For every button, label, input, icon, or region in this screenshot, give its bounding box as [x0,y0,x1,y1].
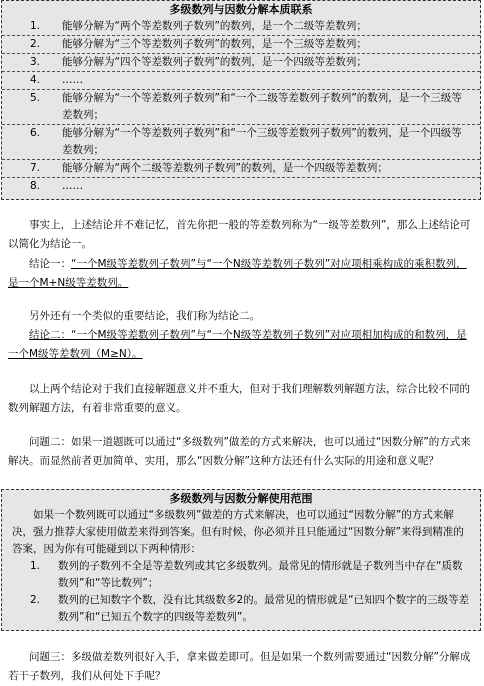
conclusion-two: 结论二：“一个M级等差数列子数列”与“一个N级等差数列子数列”对应项相加构成的和数列，是一个M级等差数列（M≥N）。 [8,329,467,360]
usage-scope-list [2,558,480,626]
list-item: 2. 能够分解为“三个等差数列子数列”的数列，是一个三级等差数列； [2,36,480,54]
usage-scope-box-title: 多级数列与因数分解使用范围 [169,492,313,505]
usage-scope-box [1,489,481,631]
list-item: 7. 能够分解为“两个二级等差数列子数列”的数列，是一个四级等差数列； [2,160,480,178]
list-item: 8. …… [30,180,83,192]
list-item: 1. 能够分解为“两个等差数列子数列”的数列，是一个二级等差数列； [2,18,480,36]
question-two: 问题二：如果一道题既可以通过“多级数列”做差的方式来解决，也可以通过“因数分解”的方式来解决。而显然前者更加简单、实用，那么“因数分解”这种方法还有什么实际的用途和意义呢？ [8,436,471,467]
conclusion-one-text: “一个M级等差数列子数列”与“一个N级等差数列子数列”对应项相乘构成的乘积数列，是一个M+N级等差数列。 [8,258,467,289]
paragraph-intro: 事实上，上述结论并不难记忆，首先你把一般的等差数列称为“一级等差数列”，那么上述结论可以简化为结论一。 [8,219,471,250]
list-item: 6. 能够分解为“一个等差数列子数列”和“一个三级等差数列子数列”的数列，是一个四级等差数列； [2,125,480,160]
summary-list [2,18,480,195]
usage-scope-intro: 如果一个数列既可以通过“多级数列”做差的方式来解决，也可以通过“因数分解”的方式来解决，强力推荐大家使用做差来得到答案。但有时候，你必须并且只能通过“因数分解”来得到精准的答案，因为你有可能碰到以下两种情形： [12,509,464,555]
question-three: 问题三：多级做差数列很好入手，拿来做差即可。但是如果一个数列需要通过“因数分解”分解成若干子数列，我们从何处下手呢？ [8,651,471,682]
list-item: 1. 数列的子数列不全是等差数列或其它多级数列。最常见的情形就是子数列当中存在“质数数列”和“等比数列”； [30,560,463,589]
paragraph-conclusion-two-intro: 另外还有一个类似的重要结论，我们称为结论二。 [29,310,260,322]
paragraph-significance: 以上两个结论对于我们直接解题意义并不重大，但对于我们理解数列解题方法，综合比较不同的数列解题方法，有着非常重要的意义。 [8,383,470,414]
list-item: 3. 能够分解为“四个等差数列子数列”的数列，是一个四级等差数列； [2,54,480,72]
list-item: 2. 数列的已知数字个数，没有比其级数多2的。最常见的情形就是“已知四个数字的三级等差数列”和“已知五个数字的四级等差数列”。 [30,594,470,623]
conclusion-one [8,255,474,293]
summary-box-title: 多级数列与因数分解本质联系 [169,3,313,16]
list-item: 4. …… [2,72,480,90]
conclusion-one-lead: 结论一： [29,258,71,270]
summary-box [1,0,481,200]
list-item: 5. 能够分解为“一个等差数列子数列”和“一个二级等差数列子数列”的数列，是一个三级等差数列； [2,90,480,125]
